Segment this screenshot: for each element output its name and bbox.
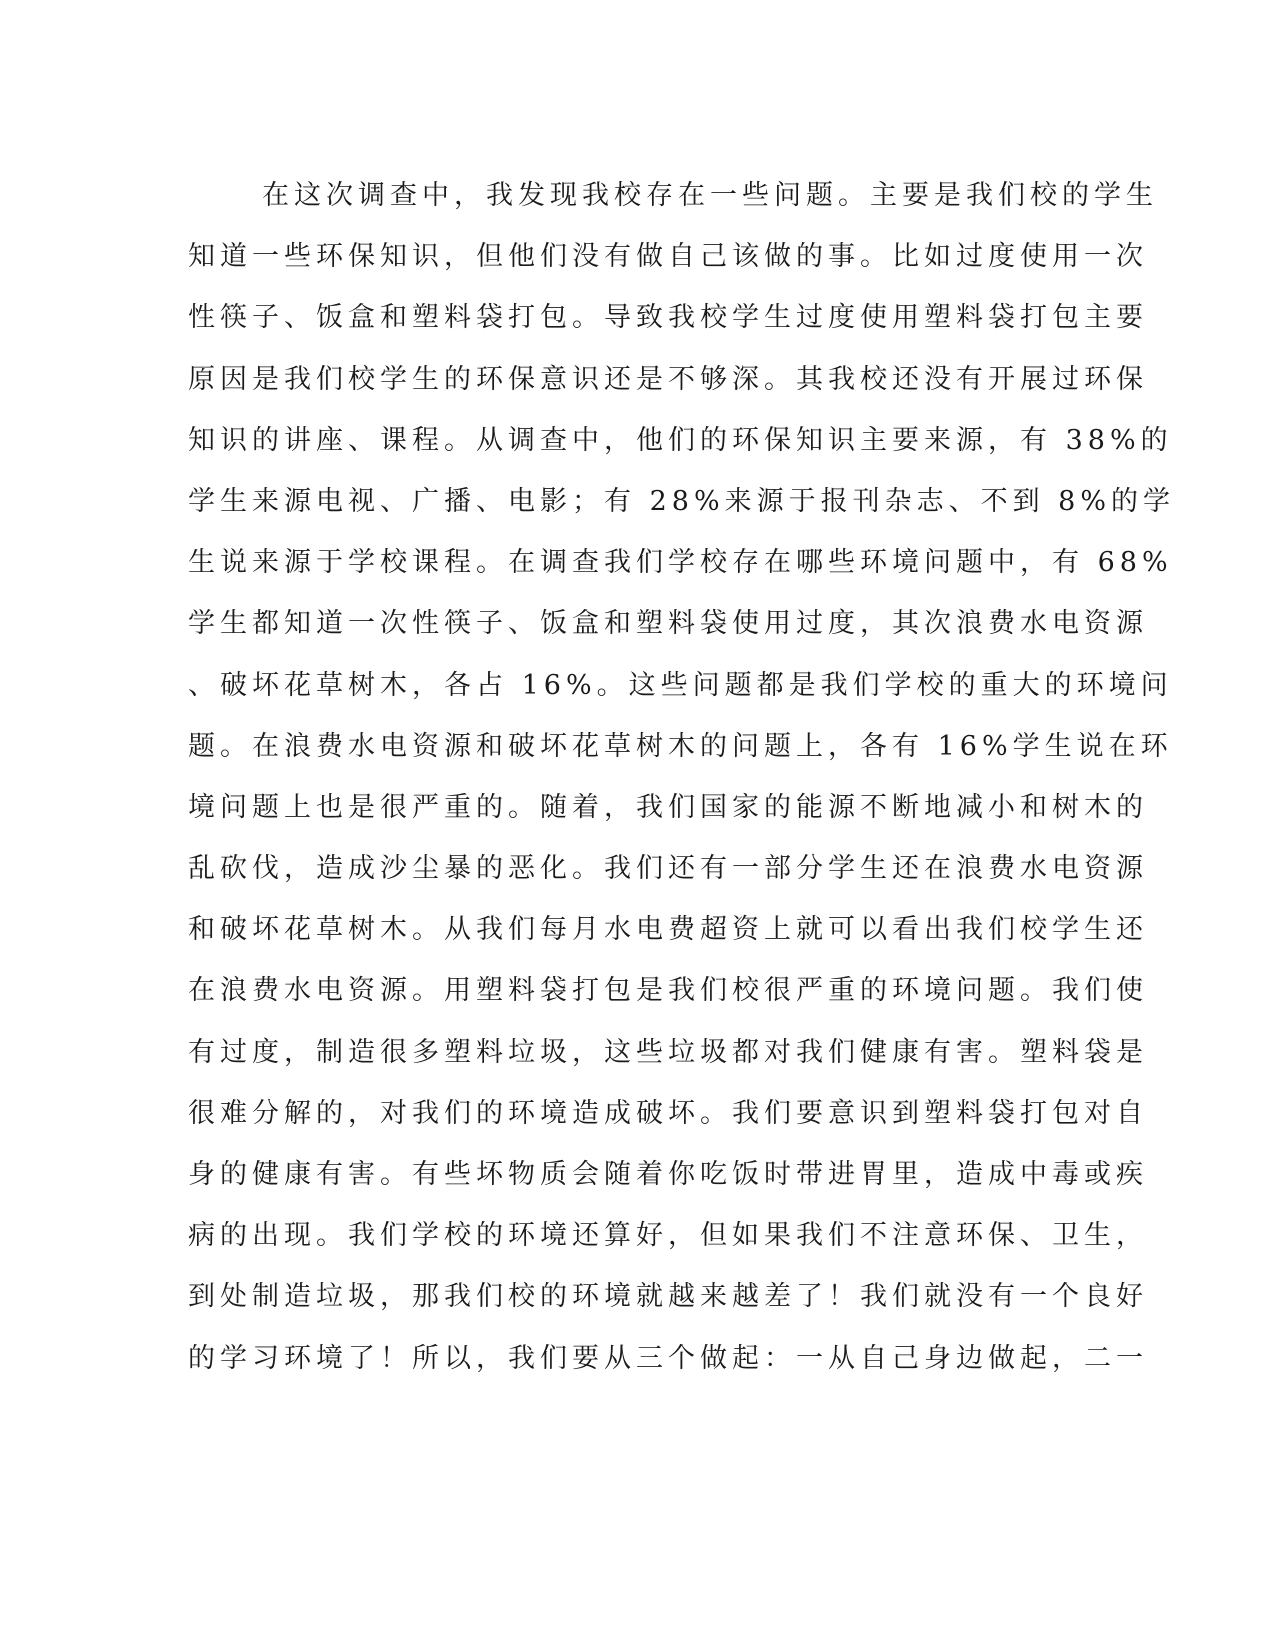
text-line: 知道一些环保知识，但他们没有做自己该做的事。比如过度使用一次	[188, 241, 1148, 273]
text-line: 学生来源电视、广播、电影；有 28%来源于报刊杂志、不到 8%的学	[188, 485, 1176, 517]
text-line: 、破坏花草树木，各占 16%。这些问题都是我们学校的重大的环境问	[188, 669, 1173, 701]
text-line: 学生都知道一次性筷子、饭盒和塑料袋使用过度，其次浪费水电资源	[188, 608, 1148, 640]
text-line: 原因是我们校学生的环保意识还是不够深。其我校还没有开展过环保	[188, 363, 1148, 395]
text-line: 生说来源于学校课程。在调查我们学校存在哪些环境问题中，有 68%	[188, 547, 1173, 579]
body-paragraph	[188, 165, 1176, 1389]
text-line: 乱砍伐，造成沙尘暴的恶化。我们还有一部分学生还在浪费水电资源	[188, 853, 1148, 885]
text-line: 性筷子、饭盒和塑料袋打包。导致我校学生过度使用塑料袋打包主要	[188, 302, 1148, 334]
text-line: 和破坏花草树木。从我们每月水电费超资上就可以看出我们校学生还	[188, 914, 1148, 946]
text-line: 身的健康有害。有些坏物质会随着你吃饭时带进胃里，造成中毒或疾	[188, 1159, 1148, 1190]
text-line: 知识的讲座、课程。从调查中，他们的环保知识主要来源，有 38%的	[188, 424, 1173, 456]
text-line: 到处制造垃圾，那我们校的环境就越来越差了！我们就没有一个良好	[188, 1281, 1148, 1313]
text-line: 病的出现。我们学校的环境还算好，但如果我们不注意环保、卫生，	[188, 1220, 1148, 1252]
text-line: 很难分解的，对我们的环境造成破坏。我们要意识到塑料袋打包对自	[188, 1097, 1148, 1129]
text-line: 有过度，制造很多塑料垃圾，这些垃圾都对我们健康有害。塑料袋是	[188, 1036, 1148, 1068]
text-line: 题。在浪费水电资源和破坏花草树木的问题上，各有 16%学生说在环	[188, 730, 1173, 762]
text-line: 境问题上也是很严重的。随着，我们国家的能源不断地减小和树木的	[188, 791, 1148, 823]
text-line: 在这次调查中，我发现我校存在一些问题。主要是我们校的学生	[262, 180, 1158, 211]
text-line: 的学习环境了！所以，我们要从三个做起：一从自己身边做起，二一	[188, 1342, 1148, 1374]
text-line: 在浪费水电资源。用塑料袋打包是我们校很严重的环境问题。我们使	[188, 975, 1148, 1007]
